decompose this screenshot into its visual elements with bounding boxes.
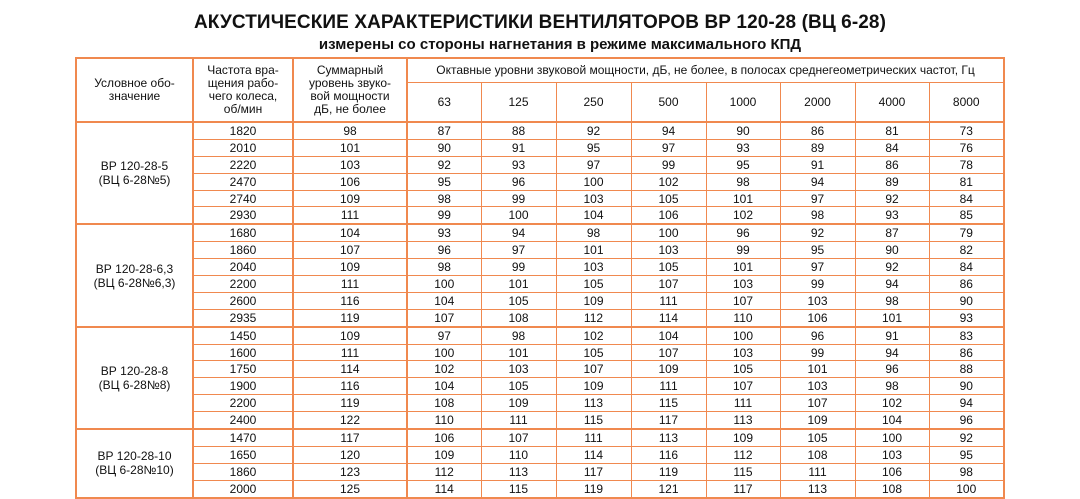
level-cell-4000hz: 89 xyxy=(855,173,929,190)
level-cell-4000hz: 103 xyxy=(855,446,929,463)
level-cell-125hz: 93 xyxy=(481,156,556,173)
level-cell-250hz: 100 xyxy=(556,173,631,190)
rpm-cell: 1650 xyxy=(193,446,293,463)
level-cell-1000hz: 101 xyxy=(706,259,780,276)
level-cell-125hz: 88 xyxy=(481,122,556,139)
rpm-cell: 2930 xyxy=(193,207,293,224)
level-cell-63hz: 112 xyxy=(407,463,481,480)
level-cell-125hz: 91 xyxy=(481,139,556,156)
level-cell-1000hz: 105 xyxy=(706,361,780,378)
level-cell-8000hz: 83 xyxy=(929,327,1004,344)
level-cell-250hz: 101 xyxy=(556,242,631,259)
total-level-cell: 101 xyxy=(293,139,407,156)
level-cell-1000hz: 96 xyxy=(706,224,780,241)
level-cell-2000hz: 97 xyxy=(780,190,855,207)
level-cell-2000hz: 95 xyxy=(780,242,855,259)
document-subtitle: измерены со стороны нагнетания в режиме максимального КПД xyxy=(318,36,802,53)
rpm-cell: 1680 xyxy=(193,224,293,241)
level-cell-8000hz: 73 xyxy=(929,122,1004,139)
level-cell-250hz: 112 xyxy=(556,309,631,326)
level-cell-1000hz: 111 xyxy=(706,395,780,412)
level-cell-1000hz: 115 xyxy=(706,463,780,480)
level-cell-2000hz: 96 xyxy=(780,327,855,344)
header-total-level xyxy=(293,58,407,122)
level-cell-8000hz: 82 xyxy=(929,242,1004,259)
table-body xyxy=(76,122,1004,498)
level-cell-250hz: 105 xyxy=(556,344,631,361)
table-row xyxy=(76,156,1004,173)
level-cell-250hz: 107 xyxy=(556,361,631,378)
rpm-cell: 1470 xyxy=(193,429,293,446)
table-row xyxy=(76,122,1004,139)
level-cell-500hz: 109 xyxy=(631,361,706,378)
rpm-cell: 1750 xyxy=(193,361,293,378)
level-cell-500hz: 105 xyxy=(631,259,706,276)
level-cell-2000hz: 113 xyxy=(780,480,855,497)
level-cell-125hz: 115 xyxy=(481,480,556,497)
level-cell-8000hz: 96 xyxy=(929,412,1004,429)
table-row xyxy=(76,395,1004,412)
level-cell-2000hz: 108 xyxy=(780,446,855,463)
level-cell-1000hz: 100 xyxy=(706,327,780,344)
level-cell-2000hz: 106 xyxy=(780,309,855,326)
level-cell-8000hz: 79 xyxy=(929,224,1004,241)
total-level-cell: 122 xyxy=(293,412,407,429)
level-cell-4000hz: 102 xyxy=(855,395,929,412)
total-level-cell: 111 xyxy=(293,207,407,224)
table-row xyxy=(76,190,1004,207)
level-cell-500hz: 97 xyxy=(631,139,706,156)
header-rpm-line2: щения рабо- xyxy=(207,76,279,90)
level-cell-250hz: 109 xyxy=(556,292,631,309)
level-cell-63hz: 99 xyxy=(407,207,481,224)
header-total-line2: уровень звуко- xyxy=(308,76,391,90)
level-cell-8000hz: 90 xyxy=(929,292,1004,309)
level-cell-63hz: 95 xyxy=(407,173,481,190)
level-cell-500hz: 94 xyxy=(631,122,706,139)
fan-model-name: ВР 120-28-5 xyxy=(100,159,169,174)
acoustic-characteristics-table xyxy=(75,57,1005,499)
level-cell-8000hz: 81 xyxy=(929,173,1004,190)
level-cell-1000hz: 95 xyxy=(706,156,780,173)
level-cell-250hz: 111 xyxy=(556,429,631,446)
table-row xyxy=(76,224,1004,241)
header-total-line1: Суммарный xyxy=(316,63,384,77)
fan-model-cell xyxy=(76,429,193,498)
fan-model-name: ВР 120-28-8 xyxy=(100,363,169,378)
table-row xyxy=(76,259,1004,276)
total-level-cell: 107 xyxy=(293,242,407,259)
level-cell-8000hz: 84 xyxy=(929,190,1004,207)
level-cell-4000hz: 90 xyxy=(855,242,929,259)
total-level-cell: 120 xyxy=(293,446,407,463)
level-cell-63hz: 104 xyxy=(407,292,481,309)
level-cell-1000hz: 107 xyxy=(706,378,780,395)
level-cell-63hz: 98 xyxy=(407,190,481,207)
level-cell-500hz: 104 xyxy=(631,327,706,344)
level-cell-8000hz: 84 xyxy=(929,259,1004,276)
level-cell-4000hz: 104 xyxy=(855,412,929,429)
level-cell-2000hz: 103 xyxy=(780,378,855,395)
level-cell-250hz: 98 xyxy=(556,224,631,241)
level-cell-500hz: 105 xyxy=(631,190,706,207)
total-level-cell: 104 xyxy=(293,224,407,241)
fan-model-name: ВР 120-28-6,3 xyxy=(95,261,174,276)
level-cell-250hz: 105 xyxy=(556,276,631,293)
level-cell-2000hz: 99 xyxy=(780,344,855,361)
total-level-cell: 116 xyxy=(293,378,407,395)
header-model-line2: значение xyxy=(108,89,161,103)
level-cell-2000hz: 105 xyxy=(780,429,855,446)
level-cell-4000hz: 100 xyxy=(855,429,929,446)
level-cell-1000hz: 112 xyxy=(706,446,780,463)
level-cell-500hz: 106 xyxy=(631,207,706,224)
level-cell-63hz: 97 xyxy=(407,327,481,344)
level-cell-125hz: 113 xyxy=(481,463,556,480)
table-row xyxy=(76,429,1004,446)
total-level-cell: 109 xyxy=(293,327,407,344)
level-cell-4000hz: 94 xyxy=(855,276,929,293)
total-level-cell: 123 xyxy=(293,463,407,480)
level-cell-2000hz: 101 xyxy=(780,361,855,378)
level-cell-2000hz: 89 xyxy=(780,139,855,156)
level-cell-1000hz: 90 xyxy=(706,122,780,139)
level-cell-250hz: 119 xyxy=(556,480,631,497)
level-cell-63hz: 100 xyxy=(407,344,481,361)
level-cell-63hz: 90 xyxy=(407,139,481,156)
level-cell-2000hz: 99 xyxy=(780,276,855,293)
level-cell-63hz: 92 xyxy=(407,156,481,173)
header-rpm xyxy=(193,58,293,122)
level-cell-500hz: 117 xyxy=(631,412,706,429)
header-model-line1: Условное обо- xyxy=(94,76,175,90)
header-freq-250: 250 xyxy=(556,83,631,123)
level-cell-8000hz: 98 xyxy=(929,463,1004,480)
level-cell-500hz: 100 xyxy=(631,224,706,241)
level-cell-1000hz: 98 xyxy=(706,173,780,190)
level-cell-63hz: 114 xyxy=(407,480,481,497)
level-cell-8000hz: 94 xyxy=(929,395,1004,412)
total-level-cell: 125 xyxy=(293,480,407,497)
level-cell-250hz: 92 xyxy=(556,122,631,139)
table-row xyxy=(76,139,1004,156)
table-row xyxy=(76,344,1004,361)
total-level-cell: 119 xyxy=(293,309,407,326)
level-cell-4000hz: 87 xyxy=(855,224,929,241)
level-cell-2000hz: 103 xyxy=(780,292,855,309)
level-cell-125hz: 111 xyxy=(481,412,556,429)
header-freq-2000: 2000 xyxy=(780,83,855,123)
level-cell-63hz: 108 xyxy=(407,395,481,412)
total-level-cell: 116 xyxy=(293,292,407,309)
level-cell-1000hz: 99 xyxy=(706,242,780,259)
level-cell-500hz: 111 xyxy=(631,292,706,309)
header-freq-63: 63 xyxy=(407,83,481,123)
level-cell-8000hz: 92 xyxy=(929,429,1004,446)
level-cell-1000hz: 109 xyxy=(706,429,780,446)
total-level-cell: 109 xyxy=(293,259,407,276)
header-freq-4000: 4000 xyxy=(855,83,929,123)
level-cell-125hz: 98 xyxy=(481,327,556,344)
total-level-cell: 119 xyxy=(293,395,407,412)
level-cell-4000hz: 81 xyxy=(855,122,929,139)
rpm-cell: 2935 xyxy=(193,309,293,326)
table-row xyxy=(76,378,1004,395)
level-cell-63hz: 100 xyxy=(407,276,481,293)
level-cell-63hz: 87 xyxy=(407,122,481,139)
rpm-cell: 1860 xyxy=(193,242,293,259)
level-cell-125hz: 101 xyxy=(481,276,556,293)
level-cell-4000hz: 96 xyxy=(855,361,929,378)
level-cell-63hz: 110 xyxy=(407,412,481,429)
fan-model-alias: (ВЦ 6-28№10) xyxy=(95,463,174,478)
header-freq-125: 125 xyxy=(481,83,556,123)
level-cell-125hz: 105 xyxy=(481,292,556,309)
level-cell-4000hz: 91 xyxy=(855,327,929,344)
level-cell-4000hz: 108 xyxy=(855,480,929,497)
table-header xyxy=(76,58,1004,122)
header-freq-1000: 1000 xyxy=(706,83,780,123)
level-cell-125hz: 94 xyxy=(481,224,556,241)
fan-model-name: ВР 120-28-10 xyxy=(97,449,172,464)
level-cell-500hz: 114 xyxy=(631,309,706,326)
level-cell-8000hz: 93 xyxy=(929,309,1004,326)
rpm-cell: 1600 xyxy=(193,344,293,361)
rpm-cell: 2010 xyxy=(193,139,293,156)
table-row xyxy=(76,309,1004,326)
level-cell-125hz: 101 xyxy=(481,344,556,361)
header-freq-500: 500 xyxy=(631,83,706,123)
level-cell-125hz: 103 xyxy=(481,361,556,378)
level-cell-125hz: 96 xyxy=(481,173,556,190)
table-row xyxy=(76,242,1004,259)
rpm-cell: 1900 xyxy=(193,378,293,395)
level-cell-2000hz: 91 xyxy=(780,156,855,173)
level-cell-63hz: 107 xyxy=(407,309,481,326)
level-cell-125hz: 99 xyxy=(481,190,556,207)
level-cell-500hz: 102 xyxy=(631,173,706,190)
level-cell-250hz: 103 xyxy=(556,190,631,207)
header-rpm-line4: об/мин xyxy=(223,102,263,116)
level-cell-250hz: 109 xyxy=(556,378,631,395)
rpm-cell: 2220 xyxy=(193,156,293,173)
table-row xyxy=(76,361,1004,378)
level-cell-500hz: 115 xyxy=(631,395,706,412)
rpm-cell: 2000 xyxy=(193,480,293,497)
table-row xyxy=(76,292,1004,309)
level-cell-250hz: 97 xyxy=(556,156,631,173)
rpm-cell: 1860 xyxy=(193,463,293,480)
level-cell-250hz: 104 xyxy=(556,207,631,224)
level-cell-125hz: 109 xyxy=(481,395,556,412)
level-cell-4000hz: 93 xyxy=(855,207,929,224)
level-cell-250hz: 95 xyxy=(556,139,631,156)
total-level-cell: 111 xyxy=(293,344,407,361)
level-cell-8000hz: 100 xyxy=(929,480,1004,497)
level-cell-4000hz: 98 xyxy=(855,378,929,395)
rpm-cell: 2040 xyxy=(193,259,293,276)
level-cell-1000hz: 117 xyxy=(706,480,780,497)
level-cell-500hz: 107 xyxy=(631,344,706,361)
rpm-cell: 2200 xyxy=(193,276,293,293)
level-cell-4000hz: 92 xyxy=(855,190,929,207)
level-cell-8000hz: 86 xyxy=(929,344,1004,361)
level-cell-63hz: 96 xyxy=(407,242,481,259)
header-total-line3: вой мощности xyxy=(310,89,390,103)
header-octave-group: Октавные уровни звуковой мощности, дБ, не более, в полосах среднегеометрических частот, Гц xyxy=(407,58,1004,83)
level-cell-4000hz: 101 xyxy=(855,309,929,326)
table-row xyxy=(76,173,1004,190)
level-cell-500hz: 121 xyxy=(631,480,706,497)
level-cell-500hz: 103 xyxy=(631,242,706,259)
level-cell-500hz: 99 xyxy=(631,156,706,173)
table-row xyxy=(76,276,1004,293)
level-cell-8000hz: 76 xyxy=(929,139,1004,156)
table-row xyxy=(76,207,1004,224)
rpm-cell: 2740 xyxy=(193,190,293,207)
level-cell-63hz: 109 xyxy=(407,446,481,463)
level-cell-1000hz: 102 xyxy=(706,207,780,224)
rpm-cell: 1820 xyxy=(193,122,293,139)
level-cell-250hz: 115 xyxy=(556,412,631,429)
level-cell-8000hz: 88 xyxy=(929,361,1004,378)
fan-model-alias: (ВЦ 6-28№8) xyxy=(98,377,171,392)
level-cell-1000hz: 103 xyxy=(706,344,780,361)
rpm-cell: 2200 xyxy=(193,395,293,412)
level-cell-1000hz: 103 xyxy=(706,276,780,293)
rpm-cell: 2400 xyxy=(193,412,293,429)
level-cell-8000hz: 78 xyxy=(929,156,1004,173)
level-cell-1000hz: 93 xyxy=(706,139,780,156)
level-cell-500hz: 116 xyxy=(631,446,706,463)
table-row xyxy=(76,480,1004,497)
fan-model-alias: (ВЦ 6-28№6,3) xyxy=(93,275,176,290)
level-cell-1000hz: 110 xyxy=(706,309,780,326)
level-cell-250hz: 102 xyxy=(556,327,631,344)
level-cell-1000hz: 101 xyxy=(706,190,780,207)
total-level-cell: 103 xyxy=(293,156,407,173)
level-cell-4000hz: 92 xyxy=(855,259,929,276)
total-level-cell: 111 xyxy=(293,276,407,293)
level-cell-125hz: 97 xyxy=(481,242,556,259)
level-cell-4000hz: 86 xyxy=(855,156,929,173)
table-row xyxy=(76,327,1004,344)
level-cell-2000hz: 94 xyxy=(780,173,855,190)
header-total-line4: дБ, не более xyxy=(314,102,386,116)
fan-model-cell xyxy=(76,122,193,224)
total-level-cell: 109 xyxy=(293,190,407,207)
document-title: АКУСТИЧЕСКИЕ ХАРАКТЕРИСТИКИ ВЕНТИЛЯТОРОВ ВР 120-28 (ВЦ 6-28) xyxy=(193,12,887,33)
total-level-cell: 114 xyxy=(293,361,407,378)
level-cell-250hz: 114 xyxy=(556,446,631,463)
header-rpm-line3: чего колеса, xyxy=(208,89,278,103)
level-cell-8000hz: 90 xyxy=(929,378,1004,395)
level-cell-63hz: 106 xyxy=(407,429,481,446)
level-cell-1000hz: 107 xyxy=(706,292,780,309)
level-cell-8000hz: 85 xyxy=(929,207,1004,224)
table-row xyxy=(76,412,1004,429)
level-cell-125hz: 100 xyxy=(481,207,556,224)
level-cell-4000hz: 94 xyxy=(855,344,929,361)
level-cell-2000hz: 92 xyxy=(780,224,855,241)
level-cell-500hz: 107 xyxy=(631,276,706,293)
total-level-cell: 117 xyxy=(293,429,407,446)
level-cell-500hz: 111 xyxy=(631,378,706,395)
level-cell-4000hz: 84 xyxy=(855,139,929,156)
level-cell-4000hz: 98 xyxy=(855,292,929,309)
level-cell-125hz: 110 xyxy=(481,446,556,463)
level-cell-2000hz: 98 xyxy=(780,207,855,224)
level-cell-63hz: 104 xyxy=(407,378,481,395)
header-model xyxy=(76,58,193,122)
level-cell-250hz: 117 xyxy=(556,463,631,480)
level-cell-500hz: 119 xyxy=(631,463,706,480)
header-rpm-line1: Частота вра- xyxy=(207,63,279,77)
fan-model-alias: (ВЦ 6-28№5) xyxy=(98,173,171,188)
fan-model-cell xyxy=(76,224,193,326)
level-cell-2000hz: 86 xyxy=(780,122,855,139)
level-cell-500hz: 113 xyxy=(631,429,706,446)
level-cell-2000hz: 111 xyxy=(780,463,855,480)
rpm-cell: 1450 xyxy=(193,327,293,344)
level-cell-250hz: 113 xyxy=(556,395,631,412)
level-cell-63hz: 102 xyxy=(407,361,481,378)
level-cell-250hz: 103 xyxy=(556,259,631,276)
level-cell-125hz: 108 xyxy=(481,309,556,326)
level-cell-8000hz: 95 xyxy=(929,446,1004,463)
level-cell-63hz: 93 xyxy=(407,224,481,241)
level-cell-125hz: 107 xyxy=(481,429,556,446)
rpm-cell: 2470 xyxy=(193,173,293,190)
level-cell-125hz: 99 xyxy=(481,259,556,276)
level-cell-63hz: 98 xyxy=(407,259,481,276)
total-level-cell: 106 xyxy=(293,173,407,190)
header-freq-8000: 8000 xyxy=(929,83,1004,123)
level-cell-2000hz: 107 xyxy=(780,395,855,412)
level-cell-1000hz: 113 xyxy=(706,412,780,429)
level-cell-4000hz: 106 xyxy=(855,463,929,480)
level-cell-2000hz: 109 xyxy=(780,412,855,429)
total-level-cell: 98 xyxy=(293,122,407,139)
table-row xyxy=(76,446,1004,463)
fan-model-cell xyxy=(76,327,193,429)
rpm-cell: 2600 xyxy=(193,292,293,309)
level-cell-8000hz: 86 xyxy=(929,276,1004,293)
table-row xyxy=(76,463,1004,480)
level-cell-125hz: 105 xyxy=(481,378,556,395)
level-cell-2000hz: 97 xyxy=(780,259,855,276)
